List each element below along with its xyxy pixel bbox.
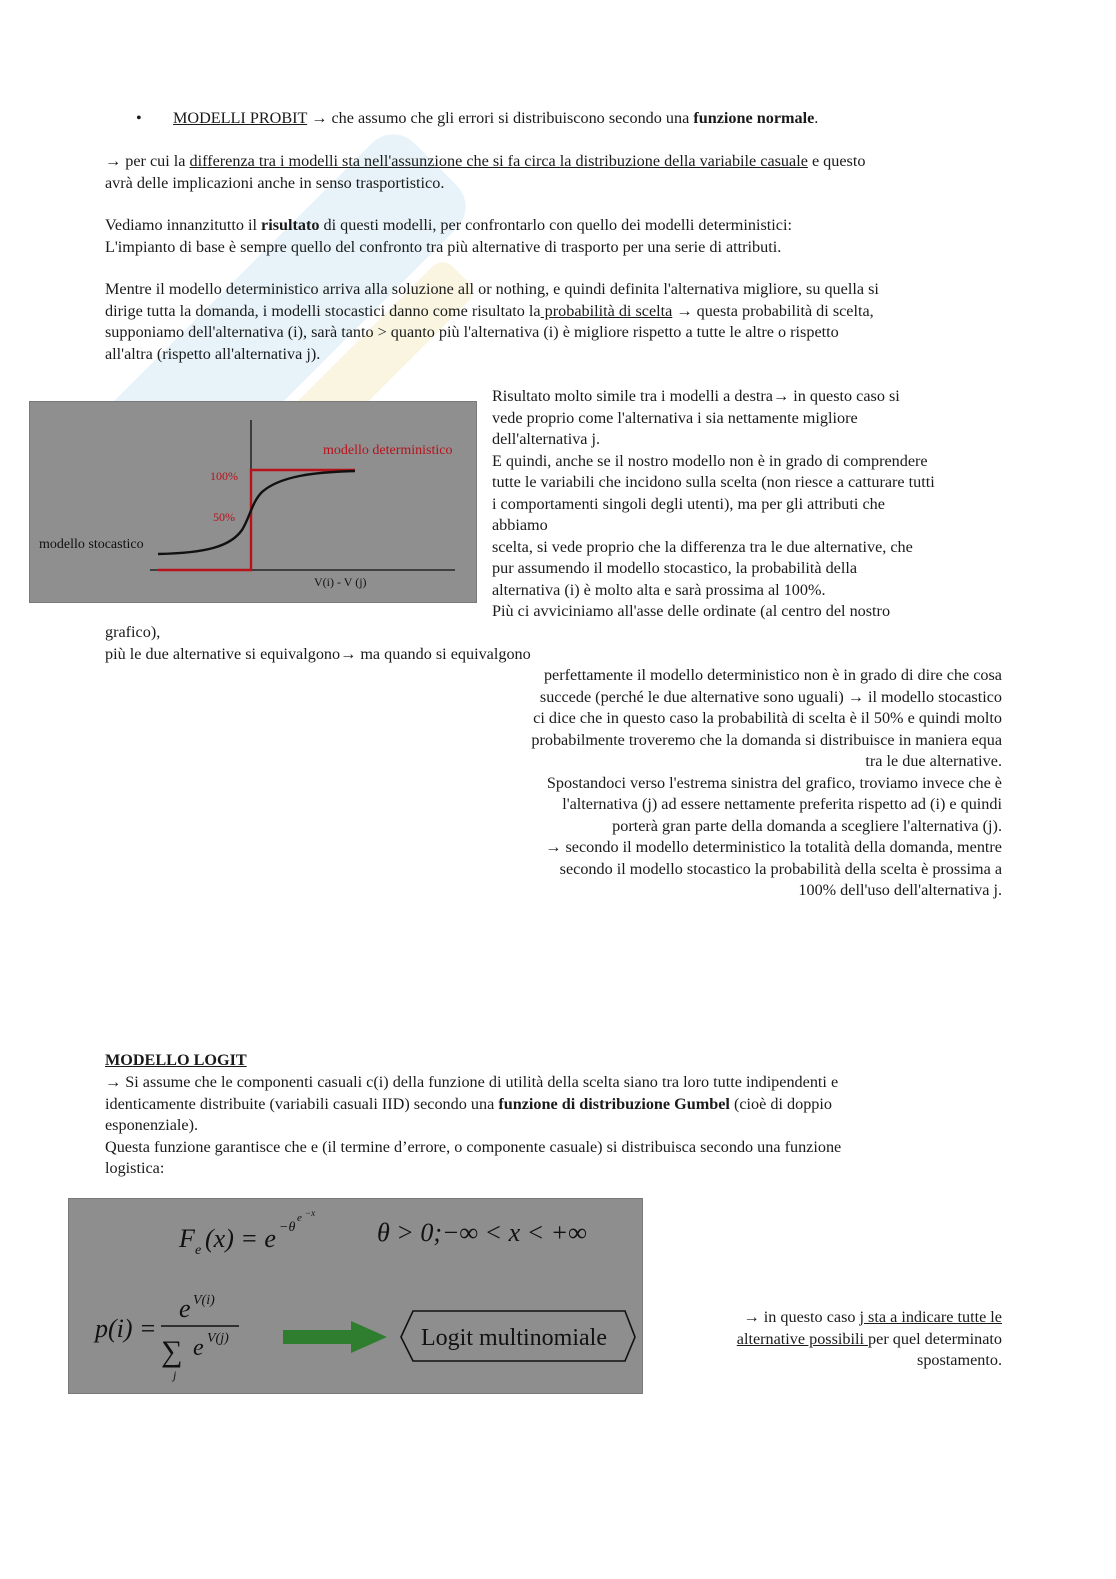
- tick-50: 50%: [213, 510, 235, 524]
- right-text-line: porterà gran parte della domanda a scegliere l'alternativa (j).: [612, 816, 1002, 835]
- side-text-line: i comportamenti singoli degli utenti), ma per gli attributi che: [492, 494, 885, 513]
- left-text-line: grafico),: [105, 623, 161, 641]
- x-axis-label: V(i) - V (j): [314, 575, 367, 589]
- svg-text:e: e: [179, 1294, 191, 1323]
- right-text-line: Spostandoci verso l'estrema sinistra del grafico, troviamo invece che è: [546, 773, 1002, 792]
- paragraph-logit: → Si assume che le componenti casuali c(i) della funzione di utilità della scelta siano tra loro tutte indipendenti e identicamente distribuite (variabili casuali IID) secondo una funzione di distribuzione Gumbel (cioè di doppio esponenziale). Questa funzione garantisce che e (il termine d’errore, o componente casuale) si distribuisca secondo una funzione logistica:: [105, 1073, 842, 1177]
- svg-text:e: e: [195, 1243, 202, 1258]
- svg-text:V(j): V(j): [207, 1331, 229, 1346]
- probit-title: MODELLI PROBIT: [173, 109, 308, 127]
- side-text-line: Risultato molto simile tra i modelli a destra→ in questo caso si: [492, 387, 900, 405]
- side-text-block: [492, 386, 1012, 623]
- right-text-line: perfettamente il modello deterministico non è in grado di dire che cosa: [543, 666, 1002, 684]
- svg-text:j: j: [173, 1368, 177, 1382]
- svg-text:∑: ∑: [161, 1335, 183, 1368]
- svg-text:−x: −x: [305, 1208, 316, 1218]
- side-text-line: alternativa (i) è molto alta e sarà prossima al 100%.: [492, 580, 826, 599]
- figure-sigmoid-chart: [29, 401, 477, 603]
- side-text-line: scelta, si vede proprio che la differenza tra le due alternative, che: [492, 537, 913, 556]
- side-text-line: abbiamo: [492, 516, 548, 534]
- right-text-line: probabilmente troveremo che la domanda si distribuisce in maniera equa: [531, 730, 1002, 749]
- right-text-line: → secondo il modello deterministico la totalità della domanda, mentre: [545, 838, 1002, 856]
- right-text-line: 100% dell'uso dell'alternativa j.: [798, 881, 1002, 899]
- svg-text:−θ: −θ: [279, 1220, 296, 1235]
- side-text-line: E quindi, anche se il nostro modello non è in grado di comprendere: [492, 451, 928, 470]
- probit-line: MODELLI PROBIT → che assumo che gli errori si distribuiscono secondo una funzione normale.: [173, 109, 819, 127]
- side-text-line: tutte le variabili che incidono sulla scelta (non riesce a catturare tutti: [492, 473, 935, 491]
- right-text-line: tra le due alternative.: [865, 752, 1002, 770]
- right-text-line: succede (perché le due alternative sono uguali) → il modello stocastico: [539, 687, 1002, 706]
- svg-text:V(i): V(i): [193, 1293, 215, 1308]
- logit-multinomiale-box: [401, 1311, 635, 1361]
- svg-text:θ > 0;−∞ < x < +∞: θ > 0;−∞ < x < +∞: [377, 1218, 587, 1247]
- green-arrow-icon: [283, 1321, 387, 1353]
- paragraph-deterministic: Mentre il modello deterministico arriva alla soluzione all or nothing, e quindi definita l'alternativa migliore, su quella si dirige tutta la domanda, i modelli stocastici danno come risultato la probabilità di scelta → questa probabilità di scelta, supponiamo dell'alternativa (i), sarà tanto > quanto più l'alternativa (i) è migliore rispetto a tutte le altre o rispetto all'altra (rispetto all'alternativa j).: [105, 280, 879, 363]
- right-text-line: l'alternativa (j) ad essere nettamente preferita rispetto ad (i) e quindi: [562, 795, 1002, 813]
- paragraph-difference: → per cui la differenza tra i modelli sta nell'assunzione che si fa circa la distribuzione della variabile casuale e questo avrà delle implicazioni anche in senso trasportistico.: [105, 152, 866, 192]
- heading-modello-logit: MODELLO LOGIT: [105, 1051, 247, 1069]
- right-text-line: ci dice che in questo caso la probabilità di scelta è il 50% e quindi molto: [533, 709, 1002, 727]
- side-text-line: pur assumendo il modello stocastico, la probabilità della: [492, 559, 858, 577]
- label-stochastic: modello stocastico: [39, 537, 144, 552]
- svg-text:(x) = e: (x) = e: [205, 1224, 276, 1253]
- bullet-symbol: •: [136, 109, 142, 127]
- svg-text:p(i) =: p(i) =: [95, 1314, 157, 1343]
- right-text-line: secondo il modello stocastico la probabilità della scelta è prossima a: [559, 859, 1002, 878]
- parameter-condition: [377, 1218, 587, 1247]
- logit-probability-formula: [93, 1293, 239, 1382]
- svg-text:F: F: [179, 1224, 195, 1253]
- gumbel-formula: [178, 1208, 315, 1258]
- left-text-line: più le due alternative si equivalgono→ ma quando si equivalgono: [105, 644, 531, 663]
- side-text-line: vede proprio come l'alternativa i sia nettamente migliore: [492, 408, 858, 427]
- side-text-line: Più ci avviciniamo all'asse delle ordinate (al centro del nostro: [492, 602, 891, 620]
- stochastic-curve: [158, 471, 355, 554]
- paragraph-result: Vediamo innanzitutto il risultato di questi modelli, per confrontarlo con quello dei modelli deterministici: L'impianto di base è sempre quello del confronto tra più alternative di trasporto per una serie di attributi.: [105, 216, 792, 256]
- deterministic-step-line: [158, 470, 355, 570]
- figure-logit-formulas: [68, 1198, 643, 1394]
- tick-100: 100%: [210, 469, 238, 483]
- left-lines-block: [105, 622, 625, 665]
- right-lines-block: [420, 665, 1002, 902]
- svg-text:e: e: [193, 1335, 204, 1361]
- bullet-probit: [136, 108, 142, 130]
- svg-text:Logit multinomiale: Logit multinomiale: [421, 1325, 607, 1351]
- side-text-line: dell'alternativa j.: [492, 430, 601, 448]
- svg-text:e: e: [297, 1212, 302, 1224]
- label-deterministic: modello deterministico: [323, 443, 453, 458]
- note-j-alternatives: → in questo caso j sta a indicare tutte le alternative possibili per quel determinato spostamento.: [736, 1308, 1002, 1369]
